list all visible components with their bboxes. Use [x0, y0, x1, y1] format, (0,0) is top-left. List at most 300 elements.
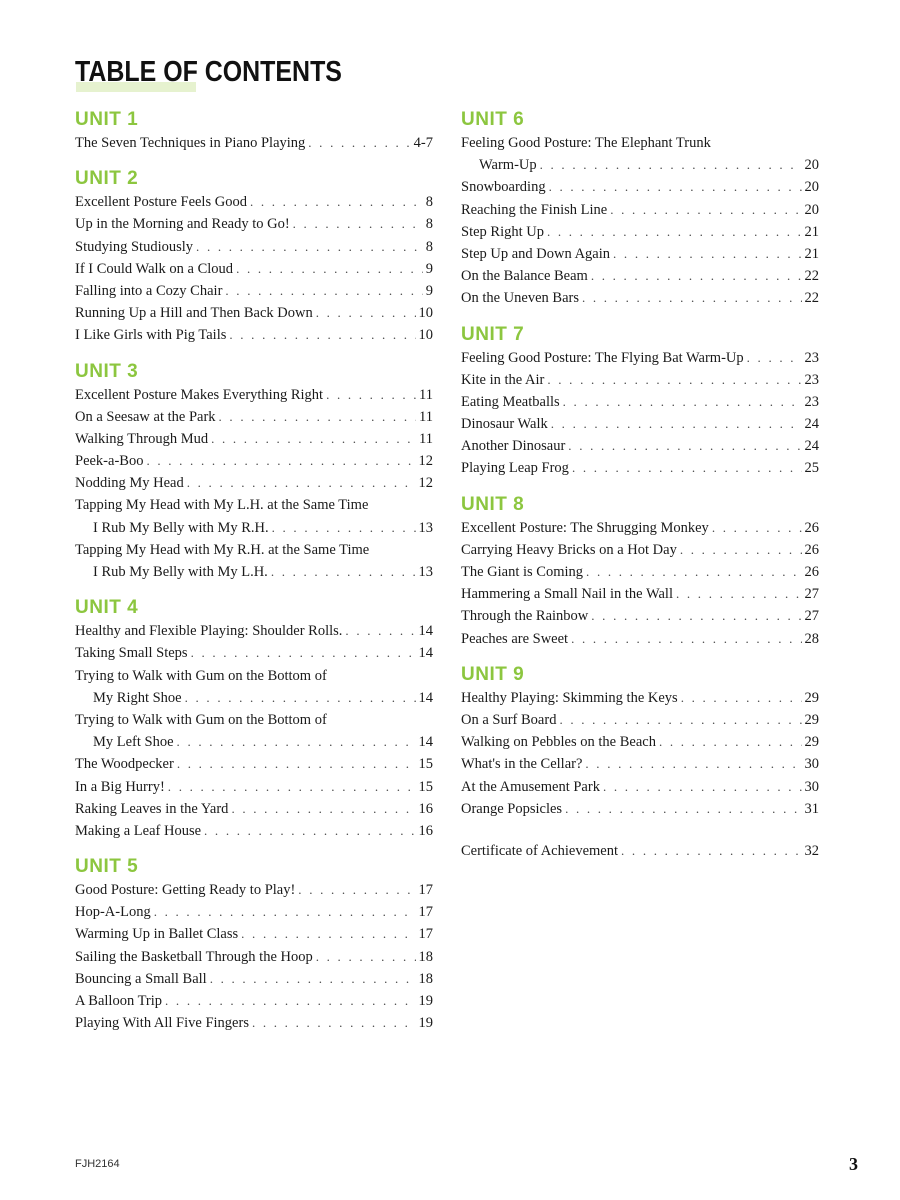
toc-entry-title: Trying to Walk with Gum on the Bottom of [75, 711, 327, 728]
toc-entry-title: On a Surf Board [461, 711, 557, 728]
toc-entry-line [75, 324, 433, 346]
dot-leader [565, 798, 801, 820]
toc-entry-line [75, 213, 433, 235]
toc-page-number: 9 [425, 282, 433, 299]
toc-entry[interactable] [461, 687, 819, 709]
toc-entry-title: My Left Shoe [93, 734, 174, 751]
dot-leader [603, 776, 802, 798]
toc-entry-title: Tapping My Head with My R.H. at the Same Time [75, 541, 370, 558]
dot-leader [676, 583, 802, 605]
toc-entry-line [75, 968, 433, 990]
toc-entry-line [461, 199, 819, 221]
dot-leader [659, 731, 802, 753]
toc-page-number: 22 [804, 268, 819, 285]
toc-entry-line [75, 406, 433, 428]
unit-heading: UNIT 1 [75, 109, 139, 130]
toc-page-number: 26 [804, 564, 819, 580]
toc-entry[interactable] [461, 287, 819, 309]
toc-entry-line [461, 583, 819, 605]
toc-entry[interactable] [75, 324, 433, 346]
toc-page-number: 26 [804, 541, 819, 558]
toc-entry-title: Running Up a Hill and Then Back Down [75, 305, 313, 322]
toc-entry-title: Excellent Posture Makes Everything Right [75, 386, 324, 403]
toc-entry-line [75, 731, 433, 753]
toc-page-number: 26 [804, 519, 819, 536]
dot-leader [586, 561, 801, 583]
toc-page-number: 25 [804, 460, 819, 477]
toc-entry[interactable] [461, 605, 819, 627]
toc-entry[interactable] [75, 879, 433, 901]
toc-page-number: 22 [804, 290, 819, 307]
toc-entry-line [461, 287, 819, 309]
toc-entry[interactable] [75, 1012, 433, 1034]
toc-entry-line [461, 687, 819, 709]
toc-entry-title: Step Up and Down Again [461, 245, 611, 262]
toc-entry[interactable] [461, 221, 819, 243]
toc-entry[interactable] [461, 413, 819, 435]
toc-entry-line [461, 413, 819, 435]
toc-entry-title: Carrying Heavy Bricks on a Hot Day [461, 541, 677, 558]
dot-leader [712, 517, 802, 539]
toc-entry-line [461, 561, 819, 583]
toc-page-number: 21 [804, 245, 819, 262]
toc-entry-line [461, 457, 819, 479]
dot-leader [681, 687, 802, 709]
toc-entry[interactable] [75, 132, 433, 154]
dot-leader [165, 990, 415, 1012]
toc-entry[interactable] [461, 628, 819, 650]
toc-page-number: 8 [425, 216, 433, 233]
toc-page-number: 10 [418, 305, 433, 322]
toc-entry-line [75, 1012, 433, 1034]
toc-entry-title: Hammering a Small Nail in the Wall [461, 586, 673, 603]
dot-leader [345, 620, 415, 642]
toc-entry[interactable] [461, 176, 819, 198]
toc-entry-title: Through the Rainbow [461, 608, 589, 625]
toc-entry-title: In a Big Hurry! [75, 778, 165, 795]
toc-page-number: 30 [804, 778, 819, 795]
toc-entry[interactable] [75, 820, 433, 842]
toc-entry-title: Reaching the Finish Line [461, 201, 608, 218]
toc-page-number: 17 [418, 926, 433, 943]
toc-entry-certificate[interactable] [461, 840, 819, 862]
toc-entry-title: Feeling Good Posture: The Elephant Trunk [461, 135, 711, 151]
toc-entry[interactable] [75, 642, 433, 664]
toc-entry-title: The Seven Techniques in Piano Playing [75, 135, 306, 151]
toc-entry[interactable] [461, 583, 819, 605]
dot-leader [316, 302, 416, 324]
toc-entry[interactable] [461, 435, 819, 457]
dot-leader [571, 628, 801, 650]
toc-entry-line [461, 369, 819, 391]
dot-leader [551, 413, 802, 435]
dot-leader [680, 539, 802, 561]
toc-page-number: 29 [804, 689, 819, 706]
toc-entry-line [75, 901, 433, 923]
toc-entry[interactable] [75, 539, 433, 583]
toc-entry-line [75, 191, 433, 213]
toc-page-number: 24 [804, 416, 819, 433]
toc-entry-line [461, 154, 819, 176]
toc-page-number: 32 [804, 842, 819, 859]
toc-entry-title: Another Dinosaur [461, 438, 566, 455]
toc-unit [75, 360, 433, 584]
toc-entry[interactable] [461, 753, 819, 775]
unit-heading: UNIT 4 [75, 597, 139, 619]
dot-leader [154, 901, 416, 923]
dot-leader [298, 879, 415, 901]
toc-page-number: 12 [418, 453, 433, 470]
toc-entry-line [75, 539, 433, 561]
toc-entry-title: Certificate of Achievement [461, 842, 619, 859]
toc-entry-line [75, 280, 433, 302]
toc-page-number: 11 [419, 386, 433, 403]
toc-entry-line [75, 990, 433, 1012]
toc-entry[interactable] [75, 990, 433, 1012]
toc-entry-title: Hop-A-Long [75, 904, 151, 921]
toc-entry-line [461, 176, 819, 198]
toc-page-number: 9 [425, 260, 433, 277]
toc-entry[interactable] [461, 561, 819, 583]
toc-page-number: 4-7 [413, 135, 433, 151]
toc-entry-title: Tapping My Head with My L.H. at the Same Time [75, 497, 369, 514]
dot-leader [747, 347, 802, 369]
toc-page-number: 20 [804, 157, 819, 174]
dot-leader [252, 1012, 416, 1034]
toc-entry[interactable] [461, 243, 819, 265]
dot-leader [547, 369, 801, 391]
toc-entry-line [461, 840, 819, 862]
toc-page-number: 20 [804, 201, 819, 218]
toc-entry-title: Studying Studiously [75, 238, 194, 255]
toc-entry-line [461, 798, 819, 820]
dot-leader [610, 199, 801, 221]
toc-entry-title: Snowboarding [461, 179, 546, 196]
toc-page-number: 8 [425, 194, 433, 211]
toc-entry[interactable] [461, 539, 819, 561]
toc-entry[interactable] [75, 665, 433, 709]
toc-entry-line [75, 923, 433, 945]
toc-page-number: 13 [418, 519, 433, 536]
toc-entry[interactable] [461, 457, 819, 479]
toc-page-number: 29 [804, 711, 819, 728]
toc-page-number: 29 [804, 734, 819, 751]
toc-page-number: 14 [418, 623, 433, 640]
toc-entry[interactable] [75, 450, 433, 472]
toc-entry-line [461, 709, 819, 731]
toc-entry[interactable] [461, 798, 819, 820]
toc-page-number: 14 [418, 645, 433, 662]
toc-page-number: 15 [418, 756, 433, 773]
dot-leader [563, 391, 802, 413]
toc-page-number: 10 [418, 327, 433, 344]
unit-heading: UNIT 5 [75, 856, 139, 878]
toc-entry-line [461, 221, 819, 243]
toc-page-number: 24 [804, 438, 819, 455]
toc-entry-line [75, 879, 433, 901]
toc-column-left [75, 108, 433, 1047]
toc-entry-title: Healthy and Flexible Playing: Shoulder Rolls. [75, 623, 343, 640]
dot-leader [229, 324, 415, 346]
toc-entry-title: Excellent Posture Feels Good [75, 194, 247, 211]
toc-page-number: 27 [804, 586, 819, 603]
dot-leader [547, 221, 802, 243]
dot-leader [272, 517, 416, 539]
toc-entry-line [461, 776, 819, 798]
toc-entry-line [75, 776, 433, 798]
toc-unit [461, 323, 819, 480]
dot-leader [177, 731, 416, 753]
toc-page-number: 8 [425, 238, 433, 255]
toc-entry-title: Good Posture: Getting Ready to Play! [75, 882, 296, 899]
toc-entry-title: Excellent Posture: The Shrugging Monkey [461, 519, 709, 536]
toc-page-number: 13 [418, 564, 433, 580]
toc-entry[interactable] [461, 369, 819, 391]
toc-entry[interactable] [75, 946, 433, 968]
toc-entry-line [461, 243, 819, 265]
toc-entry[interactable] [75, 384, 433, 406]
toc-unit [75, 596, 433, 842]
dot-leader [187, 472, 416, 494]
toc-unit [461, 663, 819, 820]
toc-page-number: 23 [804, 371, 819, 388]
toc-entry-title: On the Balance Beam [461, 268, 588, 285]
toc-page-number: 11 [419, 430, 433, 447]
toc-entry-line [461, 517, 819, 539]
dot-leader [271, 561, 416, 583]
toc-entry-title: Up in the Morning and Ready to Go! [75, 216, 290, 233]
dot-leader [585, 753, 801, 775]
page-number: 3 [849, 1154, 858, 1174]
dot-leader [196, 236, 423, 258]
toc-entry-title: The Woodpecker [75, 756, 174, 773]
toc-page-number: 28 [804, 630, 819, 647]
toc-entry-line [75, 753, 433, 775]
toc-unit [461, 108, 819, 310]
toc-entry-title: My Right Shoe [93, 689, 182, 706]
toc-entry-title: I Rub My Belly with My R.H. [93, 519, 269, 536]
unit-heading: UNIT 2 [75, 168, 139, 190]
toc-page-number: 12 [418, 475, 433, 492]
toc-entry-title: Nodding My Head [75, 475, 184, 492]
toc-entry-title: Walking on Pebbles on the Beach [461, 734, 656, 751]
toc-unit [75, 855, 433, 1034]
toc-unit [75, 167, 433, 346]
toc-page-number: 23 [804, 349, 819, 366]
toc-entry-line [75, 450, 433, 472]
dot-leader [191, 642, 416, 664]
toc-column-right [461, 108, 819, 862]
toc-entry-title: Playing With All Five Fingers [75, 1015, 249, 1032]
toc-entry-line [461, 391, 819, 413]
dot-leader [549, 176, 802, 198]
toc-entry[interactable] [75, 472, 433, 494]
toc-entry-title: Healthy Playing: Skimming the Keys [461, 689, 678, 706]
toc-entry[interactable] [461, 709, 819, 731]
toc-entry-line [75, 302, 433, 324]
unit-heading: UNIT 7 [461, 323, 525, 345]
toc-page-number: 16 [418, 800, 433, 817]
toc-entry-title: What's in the Cellar? [461, 756, 583, 773]
toc-page-number: 11 [419, 408, 433, 425]
toc-entry-line [461, 265, 819, 287]
toc-entry-title: I Rub My Belly with My L.H. [93, 564, 268, 580]
toc-entry[interactable] [75, 406, 433, 428]
toc-page-number: 31 [804, 800, 819, 817]
toc-entry[interactable] [461, 199, 819, 221]
toc-entry[interactable] [75, 428, 433, 450]
toc-entry-line [461, 435, 819, 457]
toc-entry-title: Making a Leaf House [75, 822, 202, 839]
toc-entry-line [75, 517, 433, 539]
toc-entry[interactable] [461, 391, 819, 413]
toc-entry-line [75, 384, 433, 406]
toc-page-number: 18 [418, 948, 433, 965]
toc-entry[interactable] [75, 798, 433, 820]
dot-leader [591, 265, 802, 287]
toc-entry-title: Warm-Up [479, 157, 537, 174]
toc-entry-title: If I Could Walk on a Cloud [75, 260, 234, 277]
dot-leader [236, 258, 423, 280]
toc-unit [461, 493, 819, 650]
toc-entry-line [75, 709, 433, 731]
toc-entry-line [75, 820, 433, 842]
toc-page-number: 18 [418, 970, 433, 987]
catalog-code: FJH2164 [75, 1158, 120, 1170]
toc-page-number: 15 [418, 778, 433, 795]
toc-entry-line [75, 236, 433, 258]
toc-entry[interactable] [75, 776, 433, 798]
toc-page-number: 16 [418, 822, 433, 839]
toc-entry-title: Falling into a Cozy Chair [75, 282, 223, 299]
toc-unit [75, 108, 433, 154]
toc-entry[interactable] [75, 709, 433, 753]
toc-entry-title: Raking Leaves in the Yard [75, 800, 229, 817]
dot-leader [231, 798, 415, 820]
dot-leader [241, 923, 415, 945]
toc-entry-line [75, 620, 433, 642]
toc-entry-title: Bouncing a Small Ball [75, 970, 207, 987]
dot-leader [177, 753, 416, 775]
dot-leader [316, 946, 416, 968]
toc-entry-title: Sailing the Basketball Through the Hoop [75, 948, 313, 965]
dot-leader [621, 840, 801, 862]
toc-entry-line [75, 428, 433, 450]
toc-entry[interactable] [461, 265, 819, 287]
dot-leader [308, 132, 410, 154]
toc-page-number: 21 [804, 223, 819, 240]
dot-leader [211, 428, 416, 450]
toc-entry-line [461, 539, 819, 561]
toc-entry[interactable] [461, 731, 819, 753]
toc-entry-line [75, 665, 433, 687]
toc-page-number: 20 [804, 179, 819, 196]
toc-page-number: 30 [804, 756, 819, 773]
dot-leader [146, 450, 415, 472]
toc-entry-title: A Balloon Trip [75, 993, 163, 1009]
toc-page-number: 14 [418, 734, 433, 751]
toc-entry[interactable] [75, 236, 433, 258]
toc-entry-title: Dinosaur Walk [461, 416, 548, 433]
toc-entry[interactable] [461, 776, 819, 798]
toc-entry[interactable] [75, 620, 433, 642]
toc-entry[interactable] [461, 132, 819, 176]
dot-leader [572, 457, 802, 479]
toc-entry-line [461, 347, 819, 369]
toc-entry-title: On a Seesaw at the Park [75, 408, 216, 425]
toc-entry-title: Step Right Up [461, 223, 544, 240]
toc-entry-line [75, 132, 433, 154]
toc-entry-title: Eating Meatballs [461, 393, 560, 410]
toc-entry-line [461, 753, 819, 775]
toc-entry-line [75, 561, 433, 583]
toc-page-number: 17 [418, 882, 433, 899]
dot-leader [591, 605, 801, 627]
toc-page-number: 17 [418, 904, 433, 921]
toc-entry-title: Orange Popsicles [461, 800, 563, 817]
dot-leader [204, 820, 415, 842]
toc-entry-line [461, 731, 819, 753]
dot-leader [185, 687, 416, 709]
toc-entry-title: Taking Small Steps [75, 645, 188, 662]
toc-entry[interactable] [75, 191, 433, 213]
toc-entry-line [75, 687, 433, 709]
toc-entry-line [461, 628, 819, 650]
toc-entry[interactable] [75, 280, 433, 302]
toc-entry-title: Walking Through Mud [75, 430, 209, 447]
toc-entry-line [75, 258, 433, 280]
toc-entry-line [461, 605, 819, 627]
toc-entry-line [461, 132, 819, 154]
toc-entry[interactable] [75, 753, 433, 775]
toc-entry-title: On the Uneven Bars [461, 290, 579, 307]
dot-leader [568, 435, 801, 457]
toc-entry-title: Warming Up in Ballet Class [75, 926, 239, 943]
toc-entry-title: Trying to Walk with Gum on the Bottom of [75, 667, 327, 684]
dot-leader [613, 243, 801, 265]
unit-heading: UNIT 8 [461, 493, 525, 515]
toc-entry-title: Peaches are Sweet [461, 630, 569, 647]
dot-leader [326, 384, 416, 406]
toc-entry[interactable] [75, 258, 433, 280]
toc-page-number: 23 [804, 393, 819, 410]
dot-leader [210, 968, 416, 990]
toc-entry[interactable] [75, 901, 433, 923]
toc-entry-title: Kite in the Air [461, 371, 545, 388]
toc-entry[interactable] [75, 213, 433, 235]
toc-entry[interactable] [75, 923, 433, 945]
toc-entry-title: I Like Girls with Pig Tails [75, 327, 227, 344]
toc-entry-line [75, 472, 433, 494]
toc-entry-title: Peek-a-Boo [75, 453, 144, 470]
dot-leader [559, 709, 801, 731]
toc-entry-title: At the Amusement Park [461, 778, 600, 795]
page-title: TABLE OF CONTENTS [75, 56, 342, 88]
dot-leader [293, 213, 423, 235]
toc-entry-line [75, 494, 433, 516]
unit-heading: UNIT 9 [461, 663, 525, 685]
dot-leader [582, 287, 802, 309]
dot-leader [225, 280, 422, 302]
toc-entry[interactable] [75, 494, 433, 538]
toc-entry[interactable] [75, 968, 433, 990]
dot-leader [250, 191, 423, 213]
toc-page-number: 14 [418, 689, 433, 706]
unit-heading: UNIT 3 [75, 360, 139, 382]
toc-entry[interactable] [75, 302, 433, 324]
toc-entry[interactable] [461, 517, 819, 539]
toc-entry[interactable] [461, 347, 819, 369]
